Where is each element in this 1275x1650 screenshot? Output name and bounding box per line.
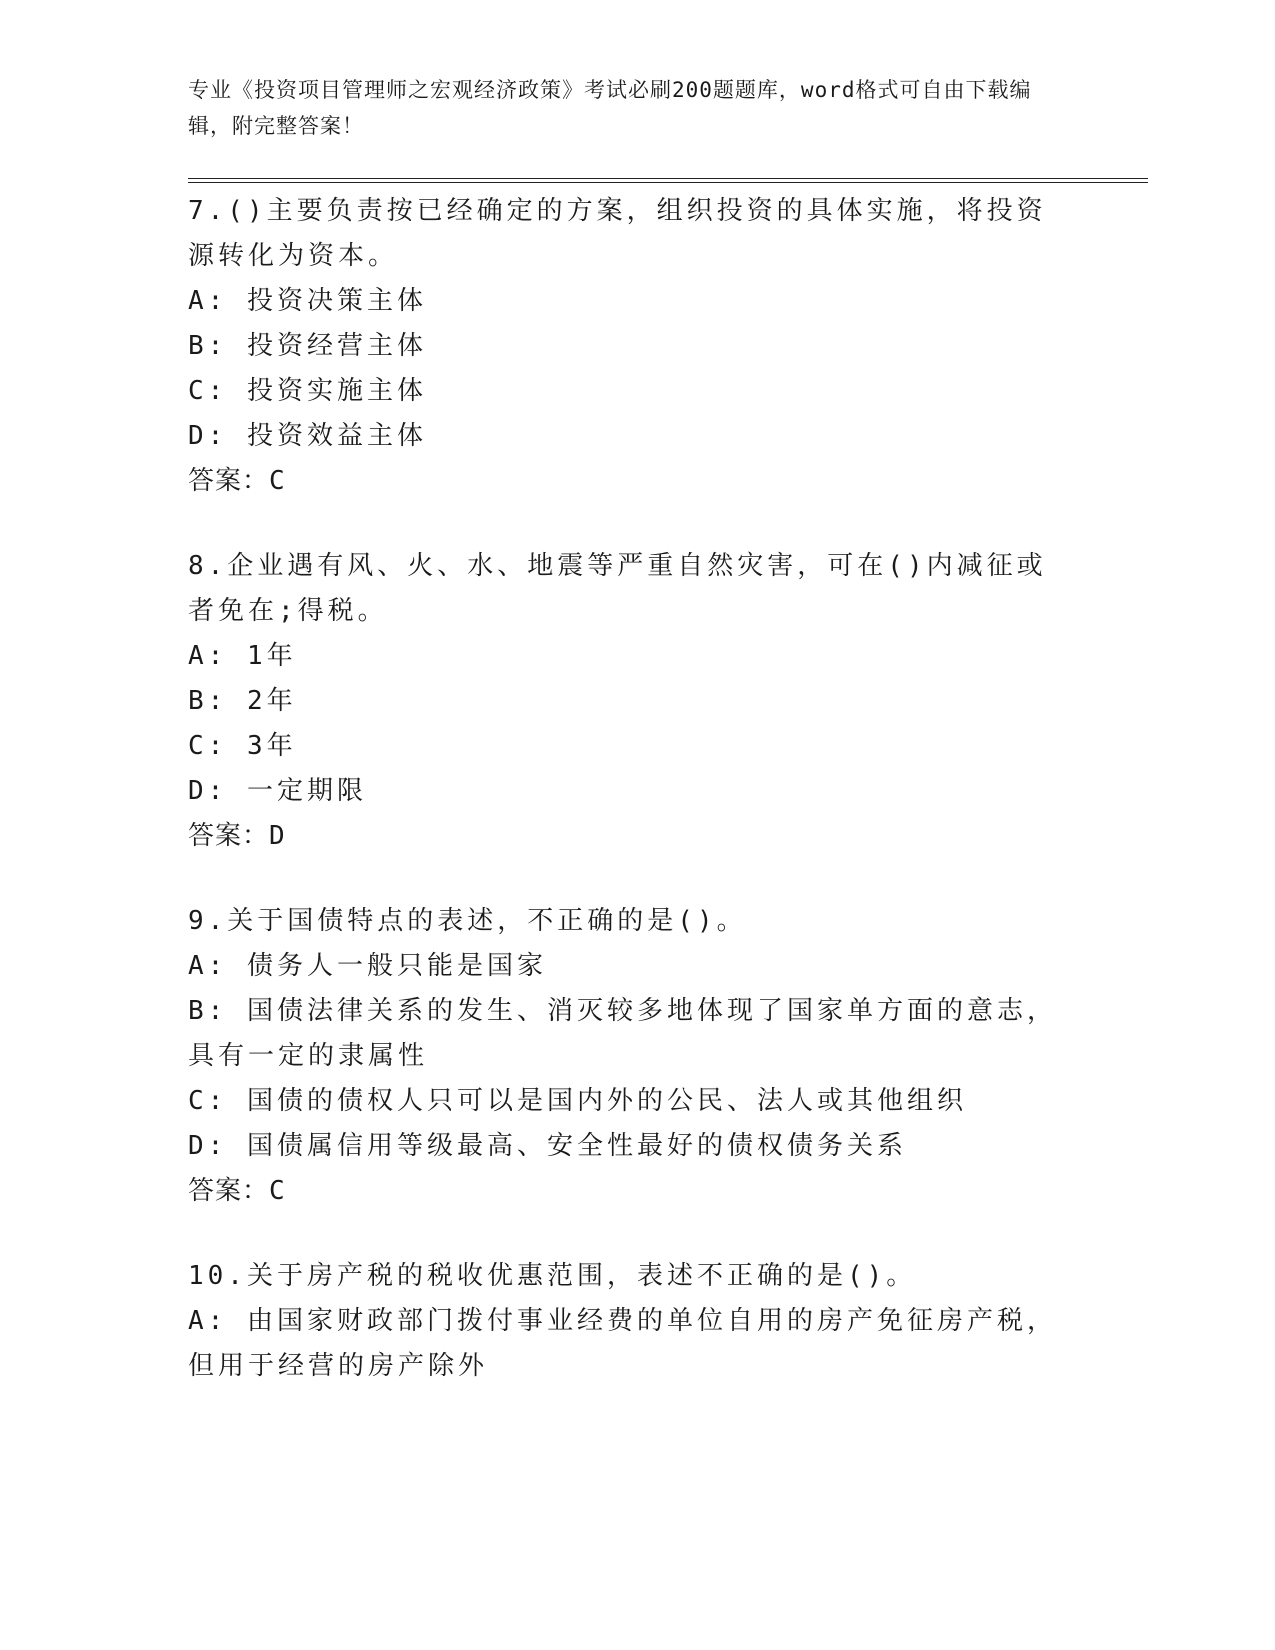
answer-label: 答案： (188, 466, 270, 496)
document-header-note: 专业《投资项目管理师之宏观经济政策》考试必刷200题题库，word格式可自由下载编辑，附完整答案！ (188, 78, 1032, 138)
question-8 (188, 544, 1148, 859)
answer-label: 答案： (188, 821, 270, 851)
answer-line (188, 1169, 1148, 1214)
option-a: A: 由国家财政部门拨付事业经费的单位自用的房产免征房产税，但用于经营的房产除外 (188, 1306, 1057, 1381)
option-b: B: 2年 (188, 686, 297, 716)
option-a: A: 投资决策主体 (188, 286, 427, 316)
option-a: A: 1年 (188, 641, 297, 671)
answer-line (188, 814, 1148, 859)
question-7 (188, 189, 1148, 504)
answer-value: C (269, 466, 286, 496)
option-c: C: 国债的债权人只可以是国内外的公民、法人或其他组织 (188, 1086, 967, 1116)
option-c: C: 投资实施主体 (188, 376, 427, 406)
document-page (188, 72, 1148, 1389)
question-stem: 10.关于房产税的税收优惠范围，表述不正确的是()。 (188, 1261, 917, 1291)
option-b: B: 投资经营主体 (188, 331, 427, 361)
question-stem: 7.()主要负责按已经确定的方案，组织投资的具体实施，将投资源转化为资本。 (188, 196, 1047, 271)
option-d: D: 投资效益主体 (188, 421, 427, 451)
header-divider (188, 178, 1148, 183)
option-b: B: 国债法律关系的发生、消灭较多地体现了国家单方面的意志，具有一定的隶属性 (188, 996, 1057, 1071)
question-10 (188, 1254, 1148, 1389)
question-stem: 8.企业遇有风、火、水、地震等严重自然灾害，可在()内减征或者免在;得税。 (188, 551, 1047, 626)
option-d: D: 一定期限 (188, 776, 367, 806)
question-stem: 9.关于国债特点的表述，不正确的是()。 (188, 906, 747, 936)
answer-line (188, 459, 1148, 504)
answer-label: 答案： (188, 1176, 270, 1206)
answer-value: D (269, 821, 286, 851)
question-9 (188, 899, 1148, 1214)
option-a: A: 债务人一般只能是国家 (188, 951, 547, 981)
option-d: D: 国债属信用等级最高、安全性最好的债权债务关系 (188, 1131, 907, 1161)
option-c: C: 3年 (188, 731, 297, 761)
answer-value: C (269, 1176, 286, 1206)
